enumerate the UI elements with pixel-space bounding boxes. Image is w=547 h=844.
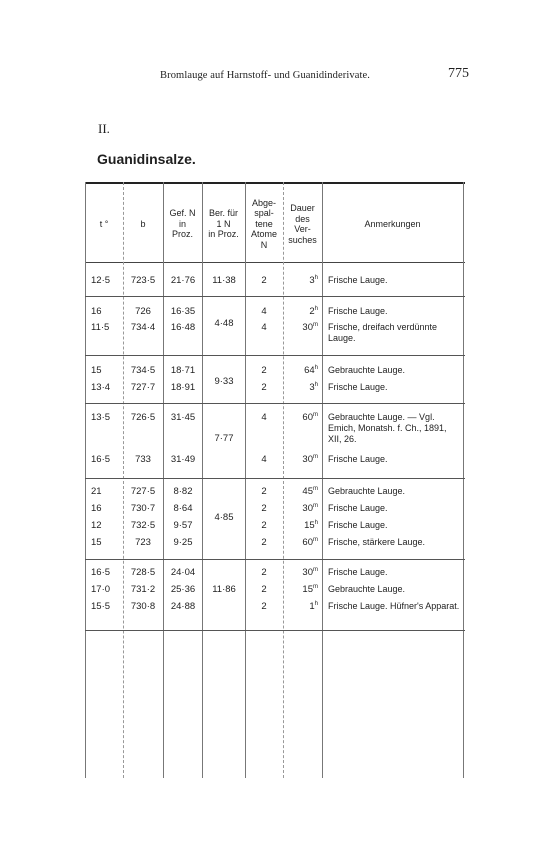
column-divider xyxy=(123,182,124,778)
cell-gef: 8·64 xyxy=(173,503,193,514)
duration-value: 64 xyxy=(304,365,315,376)
cell-anmerkungen: Frische Lauge. xyxy=(328,567,388,577)
cell-b: 727·7 xyxy=(130,382,156,393)
header-ber: Ber. für 1 N in Proz. xyxy=(208,208,239,240)
cell-anmerkungen: Gebrauchte Lauge. xyxy=(328,365,406,375)
cell-anmerkungen: Frische Lauge. xyxy=(328,520,388,530)
cell-ber: 11·86 xyxy=(212,584,236,595)
cell-b: 733 xyxy=(135,454,151,465)
cell-b: 728·5 xyxy=(130,567,156,578)
duration-unit: m xyxy=(313,485,318,492)
cell-anmerkungen: Frische Lauge. xyxy=(328,454,388,464)
duration-unit: m xyxy=(313,453,318,460)
column-divider xyxy=(463,182,464,778)
cell-t: 15·5 xyxy=(91,601,111,612)
group-separator xyxy=(85,355,465,356)
cell-gef: 9·25 xyxy=(173,537,193,548)
page-number: 775 xyxy=(448,66,469,81)
cell-abgespaltene: 2 xyxy=(261,520,267,531)
cell-gef: 31·49 xyxy=(170,454,196,465)
merged-ber-value: 7·77 xyxy=(214,433,234,444)
group-separator xyxy=(85,630,465,631)
section-title: Guanidinsalze. xyxy=(97,151,196,167)
cell-t: 16 xyxy=(91,306,102,317)
cell-dauer xyxy=(284,567,318,578)
header-abgespaltene: Abge- spal- tene Atome N xyxy=(250,197,277,250)
cell-anmerkungen: Frische Lauge. xyxy=(328,503,388,513)
duration-value: 60 xyxy=(302,412,313,423)
cell-dauer xyxy=(284,306,318,317)
column-divider xyxy=(202,182,203,778)
cell-anmerkungen: Frische, stärkere Lauge. xyxy=(328,537,426,547)
cell-abgespaltene: 2 xyxy=(261,486,267,497)
cell-dauer xyxy=(284,454,318,465)
cell-t: 16·5 xyxy=(91,454,111,465)
cell-t: 15 xyxy=(91,365,102,376)
duration-value: 2 xyxy=(309,306,315,317)
cell-gef: 21·76 xyxy=(170,275,196,286)
duration-unit: m xyxy=(313,411,318,418)
header-t: t ° xyxy=(99,218,109,229)
duration-value: 3 xyxy=(309,382,315,393)
duration-unit: m xyxy=(313,321,318,328)
cell-abgespaltene: 4 xyxy=(261,322,267,333)
cell-dauer xyxy=(284,503,318,514)
column-divider xyxy=(245,182,246,778)
cell-t: 15 xyxy=(91,537,102,548)
cell-abgespaltene: 4 xyxy=(261,306,267,317)
cell-gef: 8·82 xyxy=(173,486,193,497)
column-divider xyxy=(283,182,284,778)
cell-t: 12·5 xyxy=(91,275,111,286)
column-divider xyxy=(322,182,323,778)
duration-value: 30 xyxy=(302,567,313,578)
duration-value: 60 xyxy=(302,537,313,548)
duration-value: 15 xyxy=(302,584,313,595)
cell-anmerkungen: Gebrauchte Lauge. — Vgl. Emich, Monatsh. f. Ch., 1891, XII, 26. xyxy=(328,412,447,444)
cell-dauer xyxy=(284,365,318,376)
header-dauer: Dauer des Ver- suches xyxy=(288,203,317,245)
cell-t: 17·0 xyxy=(91,584,111,595)
cell-abgespaltene: 2 xyxy=(261,382,267,393)
duration-value: 30 xyxy=(302,454,313,465)
duration-unit: m xyxy=(313,566,318,573)
duration-value: 30 xyxy=(302,503,313,514)
cell-b: 730·8 xyxy=(130,601,156,612)
cell-gef: 24·04 xyxy=(170,567,196,578)
cell-gef: 24·88 xyxy=(170,601,196,612)
header-gef: Gef. N in Proz. xyxy=(169,208,196,240)
cell-b: 732·5 xyxy=(130,520,156,531)
data-table xyxy=(85,182,465,778)
group-separator xyxy=(85,559,465,560)
group-separator xyxy=(85,403,465,404)
cell-gef: 18·91 xyxy=(170,382,196,393)
cell-gef: 25·36 xyxy=(170,584,196,595)
cell-anmerkungen: Frische Lauge. xyxy=(328,306,388,316)
merged-ber-value: 9·33 xyxy=(214,376,234,387)
duration-value: 15 xyxy=(304,520,315,531)
duration-unit: m xyxy=(313,583,318,590)
cell-gef: 16·35 xyxy=(170,306,196,317)
group-separator xyxy=(85,296,465,297)
cell-abgespaltene: 4 xyxy=(261,412,267,423)
duration-value: 1 xyxy=(309,601,315,612)
cell-anmerkungen: Frische Lauge. xyxy=(328,382,388,392)
section-number: II. xyxy=(98,121,110,136)
cell-dauer xyxy=(284,275,318,286)
header-b: b xyxy=(140,218,146,229)
cell-dauer xyxy=(284,322,318,333)
cell-abgespaltene: 2 xyxy=(261,365,267,376)
cell-b: 726 xyxy=(135,306,151,317)
cell-b: 731·2 xyxy=(130,584,156,595)
cell-t: 11·5 xyxy=(91,322,110,333)
cell-abgespaltene: 2 xyxy=(261,275,267,286)
cell-abgespaltene: 4 xyxy=(261,454,267,465)
running-head: Bromlauge auf Harnstoff- und Guanidinderivate. xyxy=(160,70,370,81)
cell-t: 21 xyxy=(91,486,102,497)
cell-dauer xyxy=(284,412,318,423)
cell-dauer xyxy=(284,520,318,531)
cell-anmerkungen: Gebrauchte Lauge. xyxy=(328,584,406,594)
duration-unit: m xyxy=(313,536,318,543)
duration-unit: m xyxy=(313,502,318,509)
cell-gef: 18·71 xyxy=(170,365,196,376)
cell-anmerkungen: Frische, dreifach verdünnte Lauge. xyxy=(328,322,438,343)
merged-ber-value: 4·48 xyxy=(214,318,234,329)
duration-unit: h xyxy=(314,305,318,312)
duration-unit: h xyxy=(314,364,318,371)
cell-dauer xyxy=(284,486,318,497)
merged-ber-value: 4·85 xyxy=(214,512,234,523)
duration-value: 3 xyxy=(309,275,315,286)
cell-abgespaltene: 2 xyxy=(261,567,267,578)
cell-b: 726·5 xyxy=(130,412,156,423)
cell-gef: 9·57 xyxy=(173,520,193,531)
cell-ber: 11·38 xyxy=(212,275,236,286)
duration-unit: h xyxy=(314,381,318,388)
cell-t: 13·4 xyxy=(91,382,111,393)
cell-anmerkungen: Frische Lauge. Hüfner's Apparat. xyxy=(328,601,460,611)
cell-abgespaltene: 2 xyxy=(261,503,267,514)
cell-abgespaltene: 2 xyxy=(261,584,267,595)
cell-t: 13·5 xyxy=(91,412,111,423)
cell-b: 730·7 xyxy=(130,503,156,514)
column-divider xyxy=(163,182,164,778)
cell-t: 16·5 xyxy=(91,567,111,578)
cell-dauer xyxy=(284,601,318,612)
cell-t: 12 xyxy=(91,520,102,531)
header-anmerkungen: Anmerkungen xyxy=(364,218,421,229)
cell-b: 723 xyxy=(135,537,151,548)
cell-anmerkungen: Frische Lauge. xyxy=(328,275,388,285)
group-separator xyxy=(85,478,465,479)
duration-value: 45 xyxy=(302,486,313,497)
cell-dauer xyxy=(284,537,318,548)
column-divider xyxy=(85,182,86,778)
table-header-rule xyxy=(85,262,465,263)
cell-gef: 16·48 xyxy=(170,322,196,333)
cell-anmerkungen: Gebrauchte Lauge. xyxy=(328,486,406,496)
cell-b: 734·4 xyxy=(130,322,156,333)
duration-unit: h xyxy=(314,600,318,607)
cell-b: 723·5 xyxy=(130,275,156,286)
cell-b: 734·5 xyxy=(130,365,156,376)
duration-value: 30 xyxy=(302,322,313,333)
cell-gef: 31·45 xyxy=(170,412,196,423)
cell-abgespaltene: 2 xyxy=(261,601,267,612)
duration-unit: h xyxy=(314,519,318,526)
cell-dauer xyxy=(284,382,318,393)
cell-abgespaltene: 2 xyxy=(261,537,267,548)
duration-unit: h xyxy=(314,274,318,281)
cell-t: 16 xyxy=(91,503,102,514)
cell-b: 727·5 xyxy=(130,486,156,497)
table-top-rule xyxy=(85,182,465,184)
cell-dauer xyxy=(284,584,318,595)
